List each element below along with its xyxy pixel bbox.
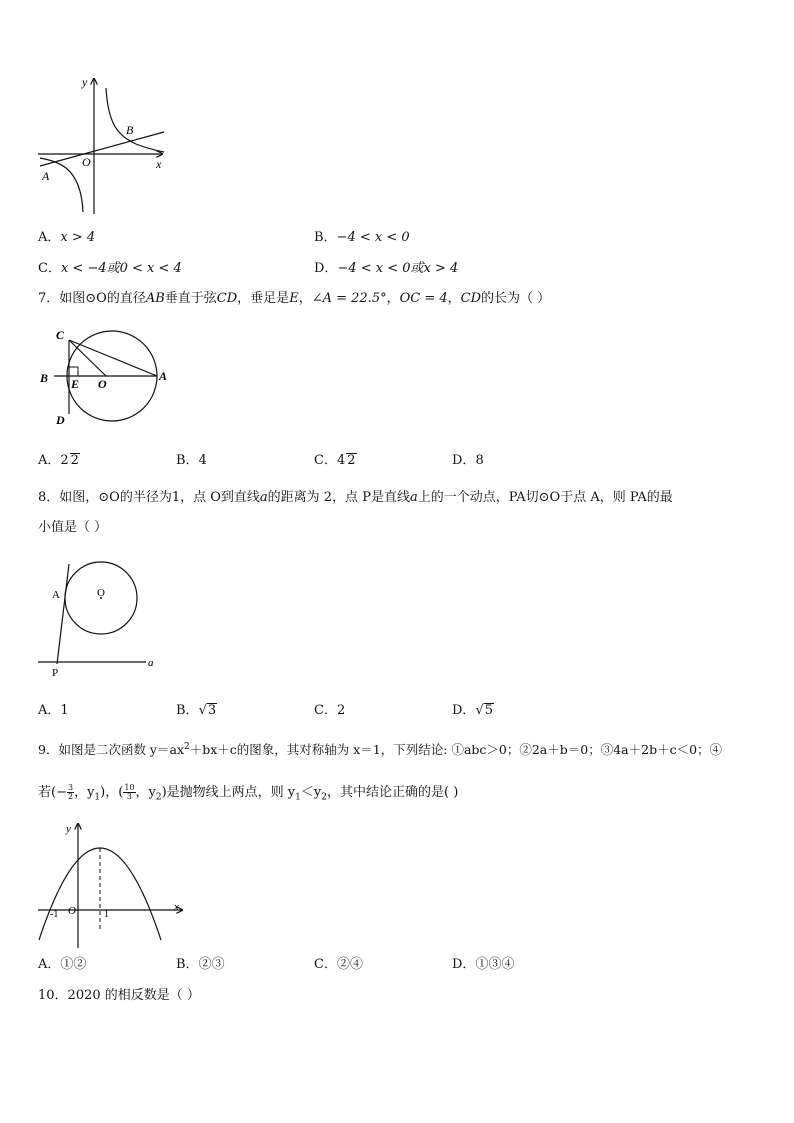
line-through-origin (40, 132, 164, 166)
q6-option-b[interactable]: B．−4 < x < 0 (314, 230, 410, 245)
fraction-10-3: $\frac{10}{3}$ (124, 783, 135, 801)
q9-option-a[interactable]: A．①② (38, 957, 87, 972)
label-1: 1 (104, 909, 109, 920)
label-a: A (52, 589, 60, 601)
label-x: x (156, 157, 162, 171)
label-o: O (98, 377, 107, 391)
figure-q8-tangent (36, 560, 166, 685)
label-c: C (56, 328, 65, 342)
q8-option-b[interactable]: B．√3 (176, 703, 217, 718)
sqrt-sign: 2 (70, 453, 79, 468)
label-y: y (66, 823, 71, 835)
label-d: D (56, 413, 65, 427)
q6-option-a[interactable]: A．x > 4 (38, 230, 96, 245)
q9-option-b[interactable]: B．②③ (176, 957, 225, 972)
q7-option-b[interactable]: B．4 (176, 453, 207, 468)
fraction-3-2: $\frac{3}{2}$ (67, 783, 74, 801)
label-a: A (42, 169, 50, 183)
label-x: x (174, 901, 179, 913)
q6-option-d[interactable]: D．−4 < x < 0或x > 4 (314, 261, 459, 276)
label-o: O (97, 587, 105, 599)
right-angle-mark (69, 367, 78, 376)
q9-option-d[interactable]: D．①③④ (452, 957, 515, 972)
q8-option-a[interactable]: A．1 (38, 703, 69, 718)
q6-option-c[interactable]: C．x < −4或0 < x < 4 (38, 261, 182, 276)
sqrt-sign: 2 (347, 453, 356, 468)
q9-stem-line1: 9．如图是二次函数 $y=ax^2+bx+c$的图象，其对称轴为 x＝1，下列结论: ①abc＞0；②2a＋b＝0；③4a＋2b＋c＜0；④ (38, 742, 723, 758)
q8-option-d[interactable]: D．√5 (452, 703, 494, 718)
q7-stem: 7．如图⊙O的直径AB垂直于弦CD，垂足是E，∠A = 22.5°，OC = 4，CD的长为（ ） (38, 291, 551, 306)
q8-stem-line2: 小值是（ ） (38, 520, 108, 535)
label-o: O (82, 155, 91, 169)
q7-option-a[interactable]: A．2 2 (38, 453, 79, 468)
q8-option-c[interactable]: C．2 (314, 703, 346, 718)
q7-option-d[interactable]: D．8 (452, 453, 484, 468)
q7-option-c[interactable]: C．4 2 (314, 453, 356, 468)
sqrt-sign: √ (475, 703, 484, 718)
tangent-pa (57, 564, 69, 664)
sqrt-sign: √ (198, 703, 207, 718)
label-p: P (52, 667, 59, 679)
label-a: A (159, 369, 168, 383)
label-o: O (68, 905, 76, 917)
figure-q7-circle (36, 322, 176, 432)
label-line-a: a (148, 657, 154, 669)
q10-stem: 10．2020 的相反数是（ ） (38, 988, 200, 1003)
q9-stem-line2: 若(− $\frac{3}{2}$ ，$y_1$)，( $\frac{10}{3}$ ，$y_2$)是抛物线上两点，则 $y_1<y_2$，其中结论正确的是( ) (38, 783, 459, 803)
label-b: B (126, 123, 134, 137)
label-e: E (71, 377, 80, 391)
hyperbola-branch-left (40, 158, 83, 212)
q8-stem-line1: 8．如图，⊙O的半径为1，点 O到直线a的距离为 2，点 P是直线a上的一个动点，PA切⊙O于点 A，则 PA的最 (38, 490, 673, 505)
label-minus-1: -1 (50, 909, 59, 920)
figure-q9-parabola (36, 820, 186, 948)
segment-ca (69, 340, 157, 376)
label-b: B (40, 371, 49, 385)
figure-q6-hyperbola (36, 74, 176, 219)
label-y: y (82, 75, 88, 89)
segment-co (69, 340, 106, 376)
q9-option-c[interactable]: C．②④ (314, 957, 363, 972)
hyperbola-branch-right (106, 88, 164, 152)
